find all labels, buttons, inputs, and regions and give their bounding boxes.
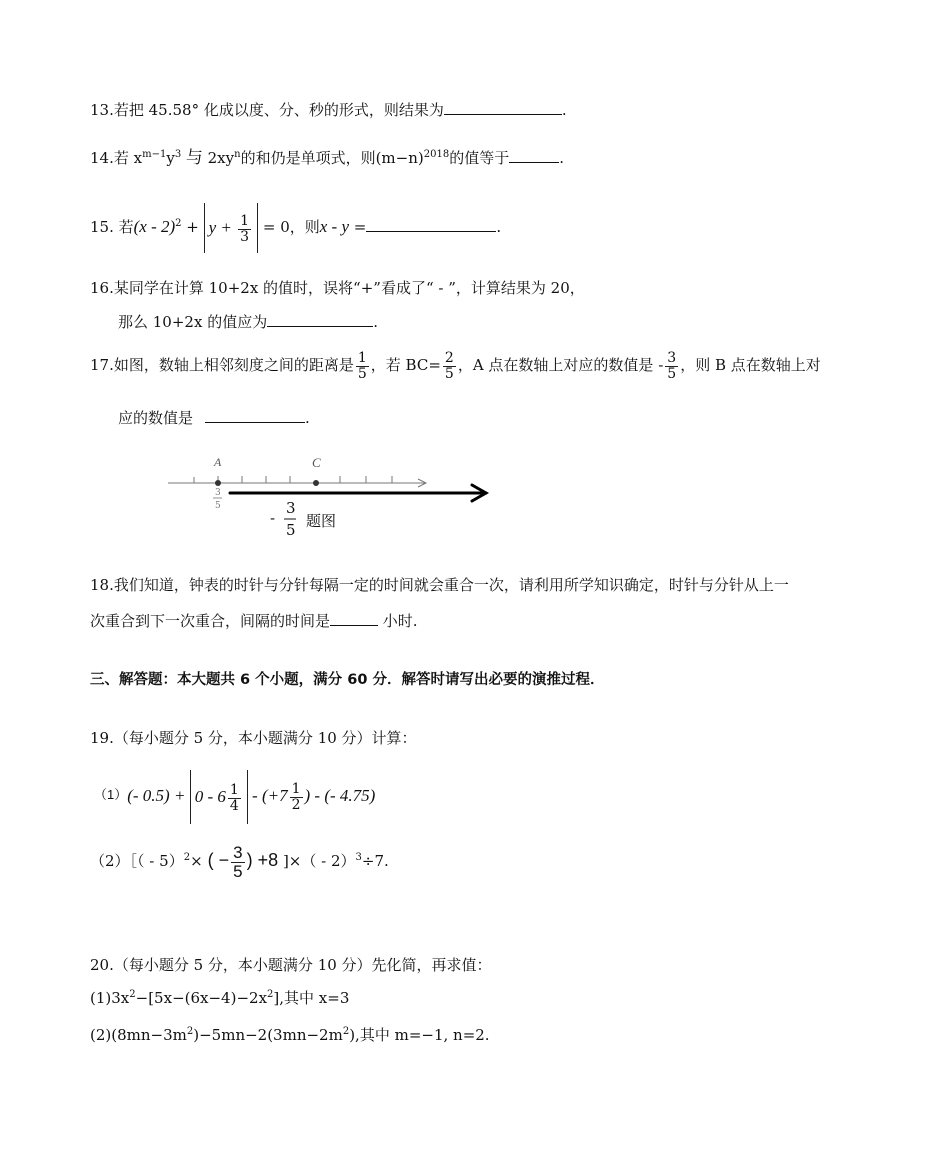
q15-expr: (x - 2): [133, 217, 176, 236]
question-19-heading: 19.（每小题分 5 分，本小题满分 10 分）计算：: [90, 729, 417, 747]
point-a: [215, 480, 221, 486]
question-19-part-1: （1）(- 0.5) + 0 - 6 $\frac{1}{4}$ - (+7 $\frac{1}{2}$ ) - (- 4.75): [94, 770, 375, 824]
tick-label-denominator: 5: [215, 501, 221, 511]
label-c: C: [312, 455, 321, 470]
question-13: 13.若把 45.58° 化成以度、分、秒的形式，则结果为 .: [90, 101, 567, 119]
point-c: [313, 480, 319, 486]
q13-answer-blank[interactable]: [444, 100, 562, 115]
question-20-part-2: $(2)(8mn-3m^2)-5mn-2(3mn-2m^2)$,其中 m=−1, n=2.: [90, 1026, 490, 1044]
arrow-line: [230, 485, 486, 501]
caption-minus: -: [270, 509, 276, 527]
question-20-heading: 20.（每小题分 5 分，本小题满分 10 分）先化简，再求值：: [90, 956, 492, 974]
question-17-line-1: 17.如图，数轴上相邻刻度之间的距离是 $\frac{1}{5}$ ，若 BC= $\frac{2}{5}$ ，A 点在数轴上对应的数值是 - $\frac{3}{5}$ ，则 B 点在数轴上对: [90, 349, 821, 382]
question-14: 14.若 $x^{m-1}y^3$ 与 $2xy^n$的和仍是单项式，则$(m-n)^{2018}$的值等于 .: [90, 148, 564, 167]
caption-text: 题图: [306, 512, 337, 530]
question-19-part-2: （2）［（ - 5）$^2$× ( − $\frac{3}{5}$ ) +8 ]×（ - 2）$^3$÷7.: [90, 842, 389, 881]
question-18-line-1: 18.我们知道，钟表的时针与分针每隔一定的时间就会重合一次，请利用所学知识确定，时针与分针从上一: [90, 576, 789, 594]
caption-numerator: 3: [286, 499, 296, 517]
number-line-figure: [160, 450, 500, 540]
question-16-line-2: 那么 10+2x 的值应为 .: [118, 313, 378, 331]
tick-label-numerator: 3: [215, 488, 221, 498]
question-16-line-1: 16.某同学在计算 10+2x 的值时，误将“+”看成了“ - ”，计算结果为 20，: [90, 279, 585, 297]
q19-abs-value: 0 - 6 $\frac{1}{4}$: [190, 770, 248, 824]
q18-answer-blank[interactable]: [330, 611, 378, 626]
q15-answer-blank[interactable]: [366, 217, 496, 232]
q16-answer-blank[interactable]: [267, 312, 373, 327]
q14-answer-blank[interactable]: [509, 148, 559, 163]
question-18-line-2: 次重合到下一次重合，间隔的时间是 小时.: [90, 612, 418, 630]
caption-denominator: 5: [286, 521, 296, 539]
question-20-part-1: $(1)3x^2-[5x-(6x-4)-2x^2]$,其中 x=3: [90, 989, 350, 1007]
number-line-ruler: [168, 476, 426, 487]
q13-text: 13.若把 45.58° 化成以度、分、秒的形式，则结果为: [90, 101, 444, 119]
q15-abs-value: y + $\frac{1}{3}$: [204, 203, 258, 253]
question-17-line-2: 应的数值是 .: [118, 409, 310, 427]
question-15: 15. 若(x - 2)$^2$ + y + $\frac{1}{3}$ = 0，则x - y = .: [90, 203, 501, 253]
label-a: A: [214, 455, 222, 469]
section-3-heading: 三、解答题：本大题共 6 个小题，满分 60 分．解答时请写出必要的演推过程．: [90, 672, 605, 688]
q17-answer-blank[interactable]: [205, 408, 305, 423]
